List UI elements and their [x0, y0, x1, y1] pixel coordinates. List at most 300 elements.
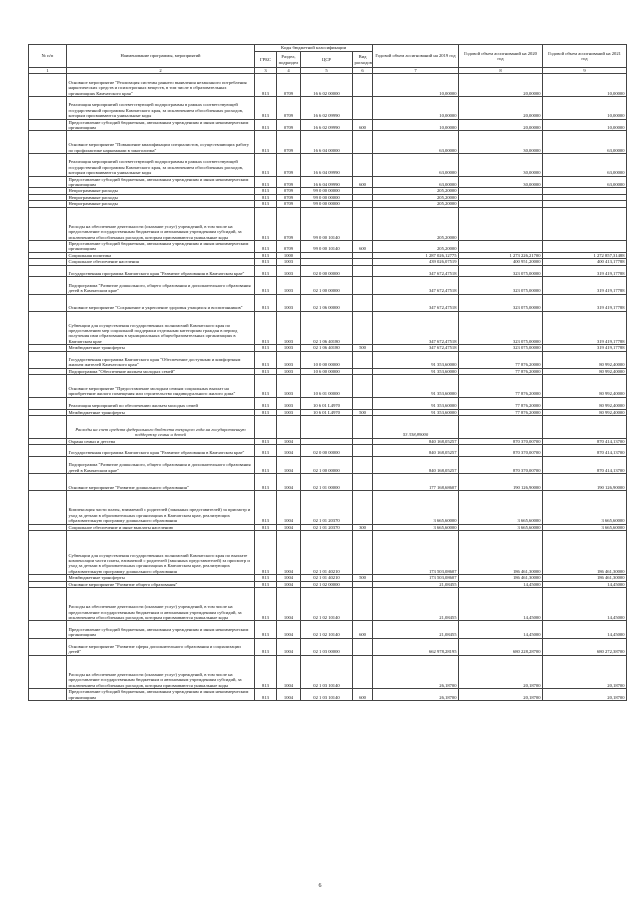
num-cell: [29, 638, 67, 655]
grbs-cell: 813: [255, 456, 277, 473]
vol2021-cell: 10,00000: [543, 74, 627, 97]
grbs-cell: 813: [255, 587, 277, 620]
csr-cell: 16 6 04 00000: [301, 131, 353, 154]
name-cell: Межбюджетные трансферты: [67, 575, 255, 581]
table-row: [29, 491, 627, 524]
table-row: [29, 176, 627, 188]
vol2019-cell: 91 353,60000: [373, 351, 459, 368]
csr-cell: 02 1 02 10140: [301, 621, 353, 638]
table-row: [29, 621, 627, 638]
name-cell: Подпрограмма "Развитие дошкольного, общего образования и дополнительного образования детей в Камчатском крае": [67, 277, 255, 294]
razdel-cell: 1004: [277, 491, 301, 524]
vol2020-cell: 190 126,90000: [459, 473, 543, 490]
vol2020-cell: 77 876,20000: [459, 409, 543, 415]
razdel-cell: 0709: [277, 188, 301, 194]
name-cell: Непрограммные расходы: [67, 188, 255, 194]
grbs-cell: 813: [255, 201, 277, 207]
vol2019-cell: 63,00000: [373, 154, 459, 177]
vol2019-cell: 347 672,47518: [373, 345, 459, 351]
col-index-cell: 2: [67, 68, 255, 74]
csr-cell: 16 6 02 00000: [301, 74, 353, 97]
razdel-cell: 1004: [277, 473, 301, 490]
vr-cell: [353, 638, 373, 655]
grbs-cell: 813: [255, 294, 277, 311]
grbs-cell: 813: [255, 581, 277, 587]
razdel-cell: 1004: [277, 621, 301, 638]
col-index-cell: 7: [373, 68, 459, 74]
header-razdel: Раздел, подраздел: [277, 52, 301, 68]
vol2021-cell: 680 272,38700: [543, 638, 627, 655]
vol2019-cell: 205,20000: [373, 194, 459, 200]
vr-cell: [353, 375, 373, 398]
csr-cell: 16 6 02 09990: [301, 97, 353, 120]
vr-cell: [353, 294, 373, 311]
csr-cell: 16 6 04 09990: [301, 154, 353, 177]
vr-cell: 500: [353, 409, 373, 415]
header-grbs: ГРБС: [255, 52, 277, 68]
grbs-cell: 813: [255, 241, 277, 253]
vol2020-cell: 20,18700: [459, 655, 543, 688]
vol2021-cell: 319 419,17788: [543, 345, 627, 351]
name-cell: Непрограммные расходы: [67, 201, 255, 207]
vr-cell: [353, 207, 373, 240]
table-row: [29, 655, 627, 688]
razdel-cell: 0709: [277, 207, 301, 240]
vol2020-cell: 77 876,20000: [459, 397, 543, 409]
vol2021-cell: 1 272 857,31488: [543, 252, 627, 258]
vol2019-cell: 63,00000: [373, 131, 459, 154]
table-row: [29, 524, 627, 530]
table-row: [29, 575, 627, 581]
num-cell: [29, 375, 67, 398]
csr-cell: 02 0 00 00000: [301, 265, 353, 277]
vol2019-cell: 3 665,60000: [373, 524, 459, 530]
table-row: [29, 277, 627, 294]
vol2019-cell: 205,20000: [373, 207, 459, 240]
num-cell: [29, 294, 67, 311]
name-cell: Расходы на обеспечение деятельности (оказание услуг) учреждений, в том числе на предоставление государственным бюджетным и автономным учреждениям субсидий, за исключением обособленных расходов, которым присваиваются уникальные коды: [67, 207, 255, 240]
vol2020-cell: 1 273 226,21700: [459, 252, 543, 258]
razdel-cell: 1000: [277, 252, 301, 258]
vr-cell: [353, 491, 373, 524]
vol2021-cell: 870 414,13700: [543, 456, 627, 473]
vol2021-cell: 319 419,17788: [543, 265, 627, 277]
csr-cell: 02 1 06 40180: [301, 311, 353, 344]
razdel-cell: 1004: [277, 438, 301, 444]
header-vol2019: Годовой объем ассигнований на 2019 год: [373, 45, 459, 68]
vol2021-cell: 319 419,17788: [543, 294, 627, 311]
table-row: [29, 368, 627, 374]
table-row: [29, 74, 627, 97]
vol2021-cell: [543, 416, 627, 439]
razdel-cell: 1003: [277, 311, 301, 344]
vol2020-cell: 30,00000: [459, 154, 543, 177]
razdel-cell: 1003: [277, 294, 301, 311]
csr-cell: 99 0 00 10140: [301, 241, 353, 253]
name-cell: Подпрограмма "Развитие дошкольного, общего образования и дополнительного образования детей в Камчатском крае": [67, 456, 255, 473]
vol2019-cell: 205,20000: [373, 241, 459, 253]
vol2021-cell: 3 665,60000: [543, 524, 627, 530]
razdel-cell: 0709: [277, 97, 301, 120]
razdel-cell: 1004: [277, 689, 301, 701]
razdel-cell: 1004: [277, 575, 301, 581]
table-row: [29, 345, 627, 351]
grbs-cell: 813: [255, 438, 277, 444]
table-row: [29, 409, 627, 415]
name-cell: Государственная программа Камчатского края "Развитие образования в Камчатском крае": [67, 265, 255, 277]
grbs-cell: 813: [255, 207, 277, 240]
vol2019-cell: 63,00000: [373, 176, 459, 188]
vol2019-cell: 26,18700: [373, 689, 459, 701]
vr-cell: [353, 154, 373, 177]
name-cell: Основное мероприятие "Сохранение и укрепление здоровья учащихся и воспитанников": [67, 294, 255, 311]
name-cell: Основное мероприятие "Повышение квалификации специалистов, осуществляющих работу по профилактике наркомании в закоголизма": [67, 131, 255, 154]
csr-cell: 10 6 01 00000: [301, 375, 353, 398]
vr-cell: [353, 530, 373, 574]
csr-cell: 10 6 00 00000: [301, 368, 353, 374]
vol2020-cell: 870 370,00700: [459, 438, 543, 444]
vr-cell: 600: [353, 241, 373, 253]
num-cell: [29, 655, 67, 688]
num-cell: [29, 176, 67, 188]
grbs-cell: 813: [255, 524, 277, 530]
vol2020-cell: 186 461,30000: [459, 575, 543, 581]
vol2020-cell: 186 461,30000: [459, 530, 543, 574]
table-row: [29, 241, 627, 253]
num-cell: [29, 689, 67, 701]
grbs-cell: 813: [255, 368, 277, 374]
razdel-cell: [277, 416, 301, 439]
vol2020-cell: 77 876,20000: [459, 368, 543, 374]
num-cell: [29, 131, 67, 154]
csr-cell: 10 6 01 L4970: [301, 397, 353, 409]
csr-cell: 02 1 03 10140: [301, 689, 353, 701]
razdel-cell: 1004: [277, 445, 301, 457]
vol2021-cell: 80 992,40000: [543, 351, 627, 368]
name-cell: Субвенции для осуществления государственных полномочий Камчатского края по предоставлению мер социальной поддержки отдельным категориям граждан в период получения ими образования в муниципальных общеобразовательных организациях в Камчатском крае: [67, 311, 255, 344]
csr-cell: 02 0 00 00000: [301, 445, 353, 457]
csr-cell: 02 1 06 00000: [301, 294, 353, 311]
grbs-cell: 813: [255, 252, 277, 258]
vol2019-cell: 347 672,47518: [373, 277, 459, 294]
name-cell: Межбюджетные трансферты: [67, 345, 255, 351]
num-cell: [29, 491, 67, 524]
vol2020-cell: 20,00000: [459, 74, 543, 97]
vol2021-cell: 80 992,40000: [543, 397, 627, 409]
vol2019-cell: 205,20000: [373, 188, 459, 194]
grbs-cell: 813: [255, 194, 277, 200]
table-row: [29, 689, 627, 701]
vol2019-cell: 53 338,89000: [373, 416, 459, 439]
razdel-cell: 1004: [277, 530, 301, 574]
razdel-cell: 0709: [277, 201, 301, 207]
grbs-cell: 813: [255, 689, 277, 701]
name-cell: Расходы на счет средств федерального бюджета текущего года на государственную поддержку семьи и детей: [67, 416, 255, 439]
vol2020-cell: [459, 416, 543, 439]
csr-cell: 02 1 01 20370: [301, 491, 353, 524]
vol2021-cell: 3 665,60000: [543, 491, 627, 524]
csr-cell: 02 1 06 40180: [301, 345, 353, 351]
header-num: № п/п: [29, 45, 67, 68]
csr-cell: 02 1 01 40210: [301, 575, 353, 581]
razdel-cell: 1003: [277, 351, 301, 368]
grbs-cell: 813: [255, 409, 277, 415]
vol2019-cell: 91 353,60000: [373, 375, 459, 398]
vol2020-cell: 14,45000: [459, 587, 543, 620]
vol2019-cell: 347 672,47518: [373, 311, 459, 344]
name-cell: Предоставление субсидий бюджетным, автономным учреждениям и иным некоммерческим организациям: [67, 241, 255, 253]
vr-cell: 600: [353, 689, 373, 701]
vol2020-cell: [459, 207, 543, 240]
grbs-cell: 813: [255, 491, 277, 524]
vol2021-cell: 870 414,13700: [543, 438, 627, 444]
vol2019-cell: 10,00000: [373, 119, 459, 131]
vr-cell: [353, 265, 373, 277]
name-cell: Предоставление субсидий бюджетным, автономным учреждениям и иным некоммерческим организациям: [67, 621, 255, 638]
grbs-cell: 813: [255, 473, 277, 490]
num-cell: [29, 351, 67, 368]
razdel-cell: 0709: [277, 154, 301, 177]
vol2019-cell: 173 503,08607: [373, 530, 459, 574]
grbs-cell: 813: [255, 445, 277, 457]
vol2019-cell: 91 353,60000: [373, 397, 459, 409]
vol2020-cell: 323 075,00000: [459, 345, 543, 351]
table-row: [29, 351, 627, 368]
vol2021-cell: 400 413,17788: [543, 259, 627, 265]
table-row: [29, 445, 627, 457]
razdel-cell: 1003: [277, 345, 301, 351]
vol2019-cell: 173 503,08607: [373, 575, 459, 581]
vol2021-cell: 63,00000: [543, 176, 627, 188]
grbs-cell: 813: [255, 655, 277, 688]
vol2021-cell: 63,00000: [543, 154, 627, 177]
name-cell: Государственная программа Камчатского края "Развитие образования в Камчатском крае": [67, 445, 255, 457]
csr-cell: 02 1 01 40210: [301, 530, 353, 574]
grbs-cell: 813: [255, 131, 277, 154]
razdel-cell: 1003: [277, 368, 301, 374]
vol2020-cell: 30,00000: [459, 131, 543, 154]
vol2020-cell: 77 876,20000: [459, 351, 543, 368]
vol2019-cell: 840 168,05257: [373, 438, 459, 444]
csr-cell: 02 1 00 00000: [301, 277, 353, 294]
budget-table: [28, 44, 627, 701]
csr-cell: 99 0 00 00000: [301, 201, 353, 207]
vol2020-cell: 3 665,60000: [459, 491, 543, 524]
vol2020-cell: 870 370,00700: [459, 445, 543, 457]
vol2019-cell: 439 026,07519: [373, 259, 459, 265]
razdel-cell: 1003: [277, 259, 301, 265]
vol2019-cell: 347 672,47518: [373, 265, 459, 277]
razdel-cell: 1004: [277, 587, 301, 620]
vr-cell: 300: [353, 524, 373, 530]
table-row: [29, 294, 627, 311]
num-cell: [29, 97, 67, 120]
table-row: [29, 119, 627, 131]
vol2021-cell: 80 992,40000: [543, 375, 627, 398]
name-cell: Реализация мероприятий по обеспечению жильем молодых семей: [67, 397, 255, 409]
num-cell: [29, 621, 67, 638]
vol2020-cell: 20,18700: [459, 689, 543, 701]
vol2020-cell: 20,00000: [459, 97, 543, 120]
vol2021-cell: 20,18700: [543, 655, 627, 688]
vol2019-cell: 91 353,60000: [373, 409, 459, 415]
grbs-cell: 813: [255, 154, 277, 177]
vol2021-cell: 80 992,40000: [543, 368, 627, 374]
grbs-cell: 813: [255, 375, 277, 398]
name-cell: Основное мероприятие "Развитие общего образования": [67, 581, 255, 587]
table-row: [29, 397, 627, 409]
name-cell: Непрограммные расходы: [67, 194, 255, 200]
vr-cell: [353, 397, 373, 409]
razdel-cell: 1004: [277, 456, 301, 473]
header-vr: Вид расходов: [353, 52, 373, 68]
name-cell: Основное мероприятие "Развитие дошкольного образования": [67, 473, 255, 490]
grbs-cell: 813: [255, 621, 277, 638]
grbs-cell: 813: [255, 97, 277, 120]
name-cell: Межбюджетные трансферты: [67, 409, 255, 415]
col-index-cell: 9: [543, 68, 627, 74]
vol2021-cell: 190 126,90000: [543, 473, 627, 490]
csr-cell: 02 1 01 00000: [301, 473, 353, 490]
vr-cell: [353, 416, 373, 439]
grbs-cell: 813: [255, 74, 277, 97]
num-cell: [29, 473, 67, 490]
name-cell: Предоставление субсидий бюджетным, автономным учреждениям и иным некоммерческим организациям: [67, 176, 255, 188]
csr-cell: 10 6 01 L4970: [301, 409, 353, 415]
grbs-cell: 813: [255, 188, 277, 194]
table-row: [29, 587, 627, 620]
csr-cell: 02 1 03 00000: [301, 638, 353, 655]
vr-cell: [353, 351, 373, 368]
razdel-cell: 0709: [277, 241, 301, 253]
name-cell: Расходы на обеспечение деятельности (оказание услуг) учреждений, в том числе на предоставление государственным бюджетным и автономным учреждениям субсидий, за исключением обособленных расходов, которым присваиваются уникальные коды: [67, 587, 255, 620]
vr-cell: [353, 587, 373, 620]
razdel-cell: 1003: [277, 397, 301, 409]
vr-cell: [353, 131, 373, 154]
vol2020-cell: 323 075,00000: [459, 265, 543, 277]
name-cell: Реализация мероприятий соответствующей подпрограммы в рамках соответствующей государственной программы Камчатского края, за исключением обособленных расходов, которым присваиваются уникальные коды: [67, 154, 255, 177]
vol2021-cell: 10,00000: [543, 97, 627, 120]
name-cell: Основное мероприятие "Предоставление молодым семьям социальных выплат на приобретение жилого помещения или строительство индивидуального жилого дома": [67, 375, 255, 398]
vol2021-cell: 186 461,30000: [543, 575, 627, 581]
grbs-cell: 813: [255, 530, 277, 574]
vol2020-cell: 870 370,00700: [459, 456, 543, 473]
vol2019-cell: 662 978,28195: [373, 638, 459, 655]
csr-cell: 99 0 00 00000: [301, 188, 353, 194]
table-row: [29, 207, 627, 240]
num-cell: [29, 587, 67, 620]
vr-cell: 600: [353, 119, 373, 131]
vol2021-cell: 80 992,40000: [543, 409, 627, 415]
grbs-cell: 813: [255, 638, 277, 655]
table-row: [29, 154, 627, 177]
grbs-cell: 813: [255, 277, 277, 294]
col-index-cell: 1: [29, 68, 67, 74]
col-index-cell: 8: [459, 68, 543, 74]
csr-cell: 02 1 02 10140: [301, 587, 353, 620]
vr-cell: [353, 277, 373, 294]
num-cell: [29, 397, 67, 409]
table-row: [29, 416, 627, 439]
razdel-cell: 1003: [277, 409, 301, 415]
vol2021-cell: 870 414,13700: [543, 445, 627, 457]
vol2020-cell: [459, 241, 543, 253]
vol2019-cell: 91 353,60000: [373, 368, 459, 374]
table-row: [29, 581, 627, 587]
table-row: [29, 638, 627, 655]
razdel-cell: 1004: [277, 524, 301, 530]
num-cell: [29, 241, 67, 253]
grbs-cell: [255, 416, 277, 439]
vol2021-cell: 10,00000: [543, 119, 627, 131]
grbs-cell: 813: [255, 259, 277, 265]
name-cell: Предоставление субсидий бюджетным, автономным учреждениям и иным некоммерческим организациям: [67, 119, 255, 131]
grbs-cell: 813: [255, 397, 277, 409]
vol2019-cell: 3 665,60000: [373, 491, 459, 524]
vol2021-cell: [543, 207, 627, 240]
vol2019-cell: 205,20000: [373, 201, 459, 207]
name-cell: Социальное обеспечение и иные выплаты населению: [67, 524, 255, 530]
razdel-cell: 0709: [277, 131, 301, 154]
razdel-cell: 1004: [277, 581, 301, 587]
csr-cell: 02 1 01 20370: [301, 524, 353, 530]
name-cell: Расходы на обеспечение деятельности (оказание услуг) учреждений, в том числе на предоставление государственным бюджетным и автономным учреждениям субсидий, за исключением обособленных расходов, которым присваиваются уникальные коды: [67, 655, 255, 688]
name-cell: Социальное обеспечение населения: [67, 259, 255, 265]
vol2020-cell: 400 951,20000: [459, 259, 543, 265]
num-cell: [29, 154, 67, 177]
vol2021-cell: 319 419,17788: [543, 311, 627, 344]
csr-cell: 16 6 04 09990: [301, 176, 353, 188]
name-cell: Социальная политика: [67, 252, 255, 258]
vol2019-cell: 1 287 026,12775: [373, 252, 459, 258]
name-cell: Компенсация части платы, взимаемой с родителей (законных представителей) за присмотр и уход за детьми в образовательных организациях в Камчатском крае, реализующих образовательную программу дошкольного образования: [67, 491, 255, 524]
num-cell: [29, 416, 67, 439]
num-cell: [29, 456, 67, 473]
csr-cell: 16 6 02 09990: [301, 119, 353, 131]
grbs-cell: 813: [255, 575, 277, 581]
vol2019-cell: 177 168,68607: [373, 473, 459, 490]
vol2019-cell: 21,08455: [373, 621, 459, 638]
vr-cell: [353, 473, 373, 490]
table-row: [29, 131, 627, 154]
vr-cell: [353, 456, 373, 473]
name-cell: Субвенции для осуществления государственных полномочий Камчатского края по выплате компенсации части платы, взимаемой с родителей (законных представителей) за присмотр и уход за детьми в образовательных организациях в Камчатском крае, реализующих образовательную программу дошкольного образования: [67, 530, 255, 574]
num-cell: [29, 74, 67, 97]
vr-cell: [353, 74, 373, 97]
table-row: [29, 375, 627, 398]
num-cell: [29, 445, 67, 457]
col-index-cell: 3: [255, 68, 277, 74]
vol2021-cell: 14,45000: [543, 581, 627, 587]
name-cell: Охрана семьи и детства: [67, 438, 255, 444]
grbs-cell: 813: [255, 311, 277, 344]
page-number: 6: [318, 883, 322, 889]
vol2021-cell: 20,18700: [543, 689, 627, 701]
razdel-cell: 0709: [277, 74, 301, 97]
header-vol2021: Годовой объем ассигнований на 2021 год: [543, 45, 627, 68]
col-index-cell: 5: [301, 68, 353, 74]
table-row: [29, 265, 627, 277]
razdel-cell: 1003: [277, 277, 301, 294]
vol2021-cell: 63,00000: [543, 131, 627, 154]
csr-cell: 02 1 02 00000: [301, 581, 353, 587]
vr-cell: [353, 311, 373, 344]
vol2019-cell: 840 168,05257: [373, 456, 459, 473]
vol2020-cell: 20,00000: [459, 119, 543, 131]
header-name: Наименование программы, мероприятий: [67, 45, 255, 68]
vol2019-cell: 347 672,47518: [373, 294, 459, 311]
vol2021-cell: 319 419,17788: [543, 277, 627, 294]
